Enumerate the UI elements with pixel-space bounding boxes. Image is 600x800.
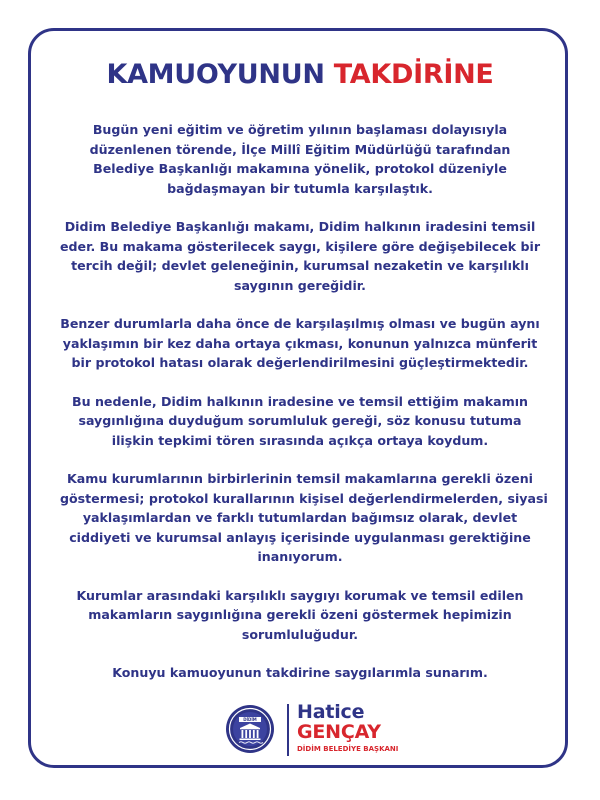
paragraph-line: eder. Bu makama gösterilecek saygı, kişilere göre değişebilecek bir: [60, 238, 541, 254]
paragraph-line: bir protokol hatası olarak değerlendirilmesini güçleştirmektedir.: [71, 355, 529, 370]
title-part-takdirine: TAKDİRİNE: [333, 59, 494, 90]
paragraph-6: [60, 586, 540, 645]
paragraph-line: Kurumlar arasındaki karşılıklı saygıyı korumak ve temsil edilen: [76, 587, 524, 603]
paragraph-2: [60, 217, 540, 295]
paragraph-line: Benzer durumlarla daha önce de karşılaşılmış olması ve bugün aynı: [60, 316, 540, 331]
paragraph-line: Konuyu kamuoyunun takdirine saygılarımla sunarım.: [112, 665, 488, 680]
paragraph-line: saygının gereğidir.: [234, 277, 366, 293]
paragraph-line: düzenlenen törende, İlçe Millî Eğitim Müdürlüğü tarafından: [89, 141, 511, 157]
paragraph-4: [60, 392, 540, 451]
paragraph-line: Didim Belediye Başkanlığı makamı, Didim halkının iradesini temsil: [64, 219, 536, 234]
paragraph-line: yaklaşımlardan ve farklı tutumlardan bağımsız olarak, devlet: [82, 510, 518, 525]
title-part-kamuoyunun: KAMUOYUNUN: [106, 59, 325, 90]
paragraph-line: Bu nedenle, Didim halkının iradesine ve temsil ettiğim makamın: [72, 393, 528, 409]
paragraph-line: sorumluluğudur.: [241, 626, 359, 642]
paragraph-7: [60, 663, 540, 683]
signature-divider: [287, 704, 289, 756]
statement-body: [60, 120, 548, 702]
svg-text:DİDİM: DİDİM: [243, 717, 257, 722]
signature-block: [225, 700, 425, 762]
paragraph-line: Belediye Başkanlığı makamına yönelik, protokol düzeniyle: [93, 161, 507, 176]
paragraph-line: saygınlığına duyduğum sorumluluk gereği, söz konusu tutuma: [78, 413, 522, 428]
paragraph-line: bağdaşmayan bir tutumla karşılaştık.: [167, 180, 433, 196]
paragraph-5: [60, 469, 548, 567]
signatory-role: DİDİM BELEDİYE BAŞKANI: [297, 745, 399, 753]
paragraph-3: [60, 314, 540, 373]
paragraph-line: makamların saygınlığına gerekli özeni göstermek hepimizin: [88, 607, 512, 622]
signatory-first-name: Hatice: [297, 701, 365, 723]
paragraph-line: Kamu kurumlarının birbirlerinin temsil makamlarına gerekli özeni: [67, 471, 533, 486]
paragraph-line: ciddiyeti ve kurumsal anlayış içerisinde uygulanması gerektiğine: [69, 529, 531, 545]
paragraph-line: inanıyorum.: [257, 549, 343, 564]
signatory-last-name: GENÇAY: [297, 721, 381, 743]
paragraph-line: göstermesi; protokol kurallarının kişisel değerlendirmelerden, siyasi: [60, 490, 548, 506]
paragraph-1: [60, 120, 540, 198]
paragraph-line: tercih değil; devlet geleneğinin, kurumsal nezaketin ve karşılıklı: [71, 258, 529, 273]
page-title: [0, 60, 600, 90]
paragraph-line: ilişkin tepkimi tören sırasında açıkça ortaya koydum.: [111, 432, 489, 448]
paragraph-line: Bugün yeni eğitim ve öğretim yılının başlaması dolayısıyla: [92, 122, 508, 137]
paragraph-line: yaklaşımın bir kez daha ortaya çıkması, konunun yalnızca münferit: [62, 335, 538, 351]
didim-municipality-seal-icon: [225, 704, 275, 754]
